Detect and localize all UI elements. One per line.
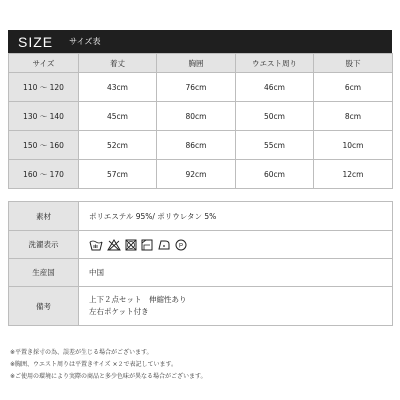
table-cell: 50cm — [236, 102, 314, 131]
table-row — [9, 160, 393, 189]
table-cell: 55cm — [236, 131, 314, 160]
size-title: SIZE — [18, 33, 54, 50]
table-cell: 10cm — [314, 131, 393, 160]
table-cell: 8cm — [314, 102, 393, 131]
notes-value — [79, 287, 393, 326]
iron-low-icon — [157, 239, 171, 251]
material-row — [9, 202, 393, 231]
column-header: ウエスト周り — [236, 54, 314, 73]
table-cell: 45cm — [79, 102, 157, 131]
hand-wash-icon — [89, 239, 103, 251]
notes-row — [9, 287, 393, 326]
table-row — [9, 131, 393, 160]
size-header — [8, 30, 392, 53]
notes-label: 備考 — [9, 287, 79, 326]
column-header: 着丈 — [79, 54, 157, 73]
origin-value: 中国 — [79, 259, 393, 287]
line-dry-icon — [141, 239, 153, 251]
material-label: 素材 — [9, 202, 79, 231]
column-header: サイズ — [9, 54, 79, 73]
table-cell: 46cm — [236, 73, 314, 102]
table-cell: 60cm — [236, 160, 314, 189]
table-cell: 92cm — [157, 160, 236, 189]
table-row — [9, 73, 393, 102]
footnote: ※ご使用の環境により実際の商品と多少色味が異なる場合がございます。 — [10, 373, 207, 380]
table-cell: 43cm — [79, 73, 157, 102]
size-label: 110 ～ 120 — [9, 73, 79, 102]
dry-clean-icon — [175, 239, 187, 251]
table-cell: 57cm — [79, 160, 157, 189]
no-bleach-icon — [107, 239, 121, 251]
size-subtitle: サイズ表 — [69, 37, 101, 46]
wash-label: 洗濯表示 — [9, 231, 79, 259]
product-info-table — [8, 201, 393, 326]
size-table — [8, 53, 393, 189]
notes-line: 左右ポケット付き — [89, 307, 149, 316]
wash-icons — [79, 231, 393, 259]
table-cell: 80cm — [157, 102, 236, 131]
table-cell: 12cm — [314, 160, 393, 189]
table-cell: 86cm — [157, 131, 236, 160]
svg-text:P: P — [178, 242, 184, 249]
size-label: 160 ～ 170 — [9, 160, 79, 189]
material-value: ポリエステル 95%/ ポリウレタン 5% — [79, 202, 393, 231]
footnote: ※平置き採寸の為、誤差が生じる場合がございます。 — [10, 349, 153, 356]
notes-line: 上下２点セット 伸縮性あり — [89, 295, 187, 304]
footnotes — [10, 347, 207, 383]
size-label: 130 ～ 140 — [9, 102, 79, 131]
table-cell: 6cm — [314, 73, 393, 102]
column-header: 股下 — [314, 54, 393, 73]
origin-row — [9, 259, 393, 287]
table-cell: 76cm — [157, 73, 236, 102]
table-cell: 52cm — [79, 131, 157, 160]
table-row — [9, 102, 393, 131]
size-table-header-row — [9, 54, 393, 73]
footnote: ※胸囲、ウエスト周りは平置きサイズ ×２で表記しています。 — [10, 361, 178, 368]
size-label: 150 ～ 160 — [9, 131, 79, 160]
no-tumble-dry-icon — [125, 239, 137, 251]
origin-label: 生産国 — [9, 259, 79, 287]
wash-row — [9, 231, 393, 259]
column-header: 胸囲 — [157, 54, 236, 73]
